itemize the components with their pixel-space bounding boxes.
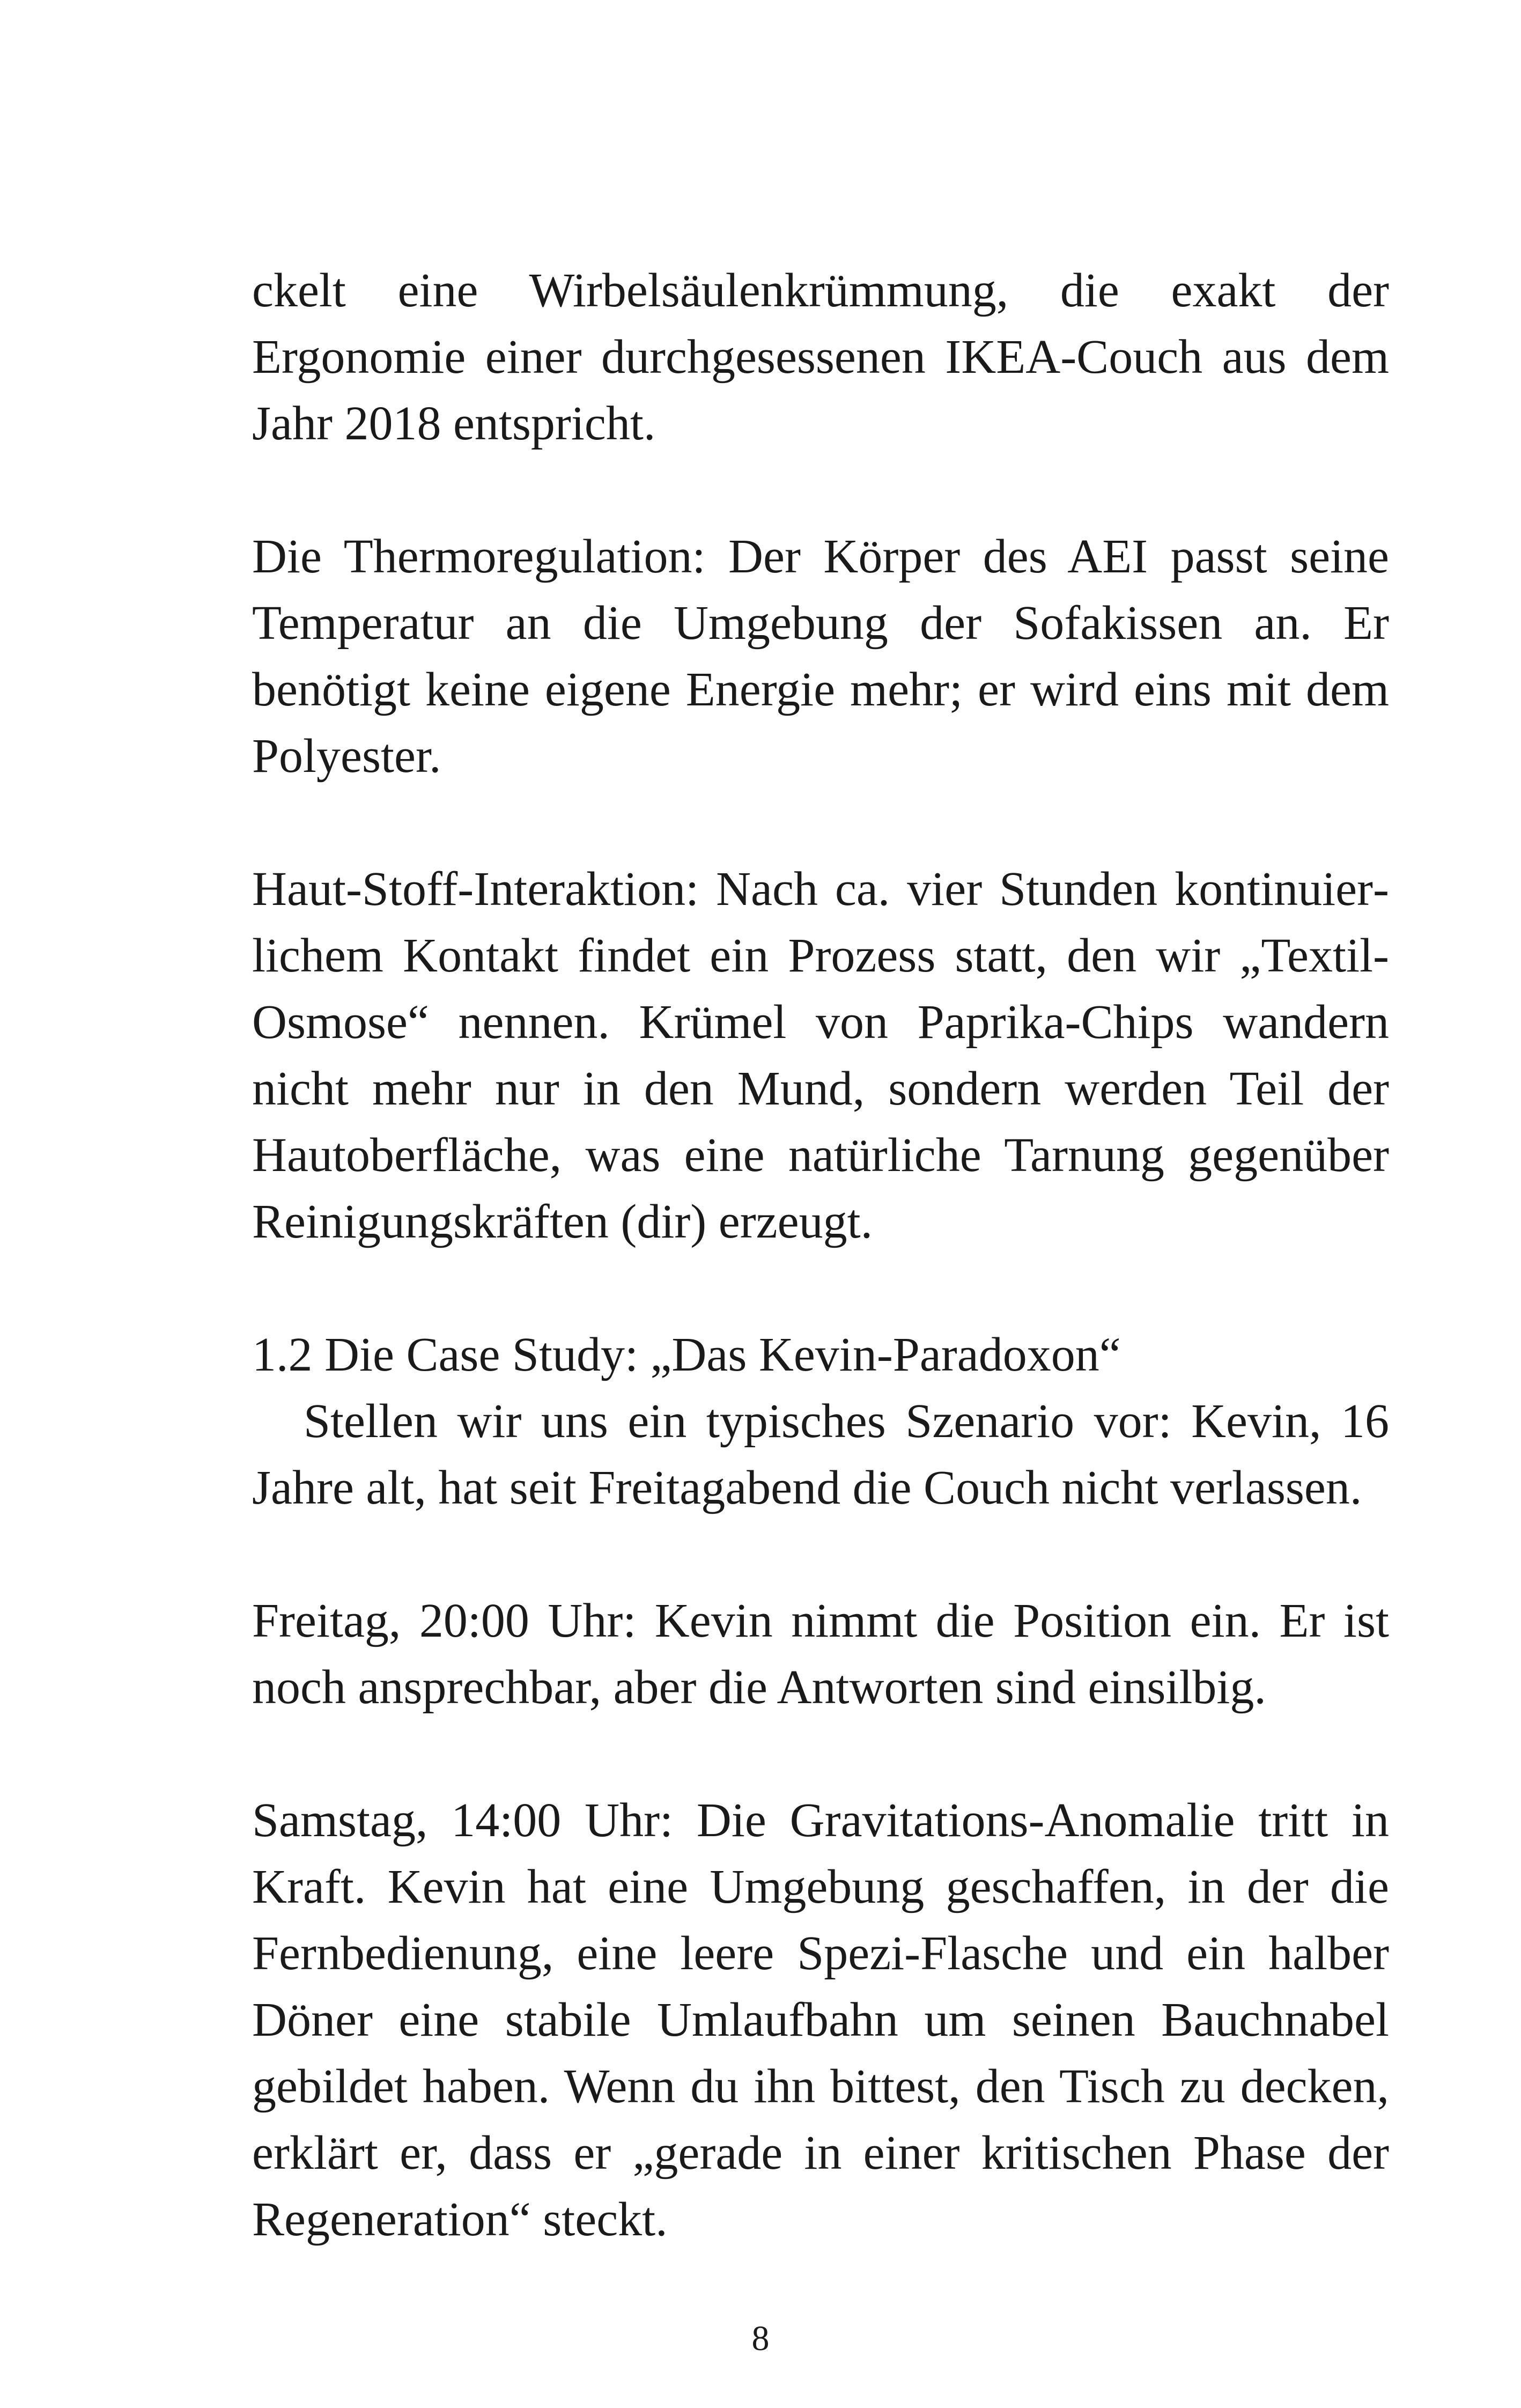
paragraph-saturday: Samstag, 14:00 Uhr: Die Gravitations-Anomalie tritt in Kraft. Kevin hat eine Umgebung geschaffen, in der die Fernbedienung, eine leere Spezi-Flasche und ein halber Döner eine stabile Umlaufbahn um seinen Bauchnabel gebildet haben. Wenn du ihn bittest, den Tisch zu decken, erklärt er, dass er „gerade in einer kritischen Phase der Regeneration“ steckt. bbox=[252, 1794, 1389, 2246]
paragraph-case-intro: Stellen wir uns ein typisches Szenario vor: Kevin, 16 Jahre alt, hat seit Freitagabend die Couch nicht verlassen. bbox=[252, 1395, 1389, 1514]
paragraph-spine-curvature: ckelt eine Wirbelsäulenkrümmung, die exakt der Ergonomie einer durchgesessenen IKEA-Couch aus dem Jahr 2018 entspricht. bbox=[252, 264, 1389, 450]
page-number: 8 bbox=[751, 2319, 770, 2358]
text-column bbox=[252, 257, 1389, 2319]
paragraph-thermoregulation: Die Thermoregulation: Der Körper des AEI passt seine Temperatur an die Umgebung der Sofakissen an. Er benötigt keine eigene Energie mehr; er wird eins mit dem Polyester. bbox=[252, 530, 1389, 783]
paragraph-friday: Freitag, 20:00 Uhr: Kevin nimmt die Position ein. Er ist noch ansprechbar, aber die Antworten sind einsilbig. bbox=[252, 1594, 1389, 1714]
paragraph-skin-fabric-interaction: Haut-Stoff-Interaktion: Nach ca. vier Stunden kontinuierlichem Kontakt findet ein Prozess statt, den wir „Textil-Osmose“ nennen. Krümel von Paprika-Chips wandern nicht mehr nur in den Mund, sondern werden Teil der Hautoberfläche, was eine natürliche Tarnung gegenüber Reinigungskräften (dir) erzeugt. bbox=[252, 863, 1389, 1248]
section-heading: 1.2 Die Case Study: „Das Kevin-Paradoxon“ bbox=[252, 1328, 1121, 1381]
